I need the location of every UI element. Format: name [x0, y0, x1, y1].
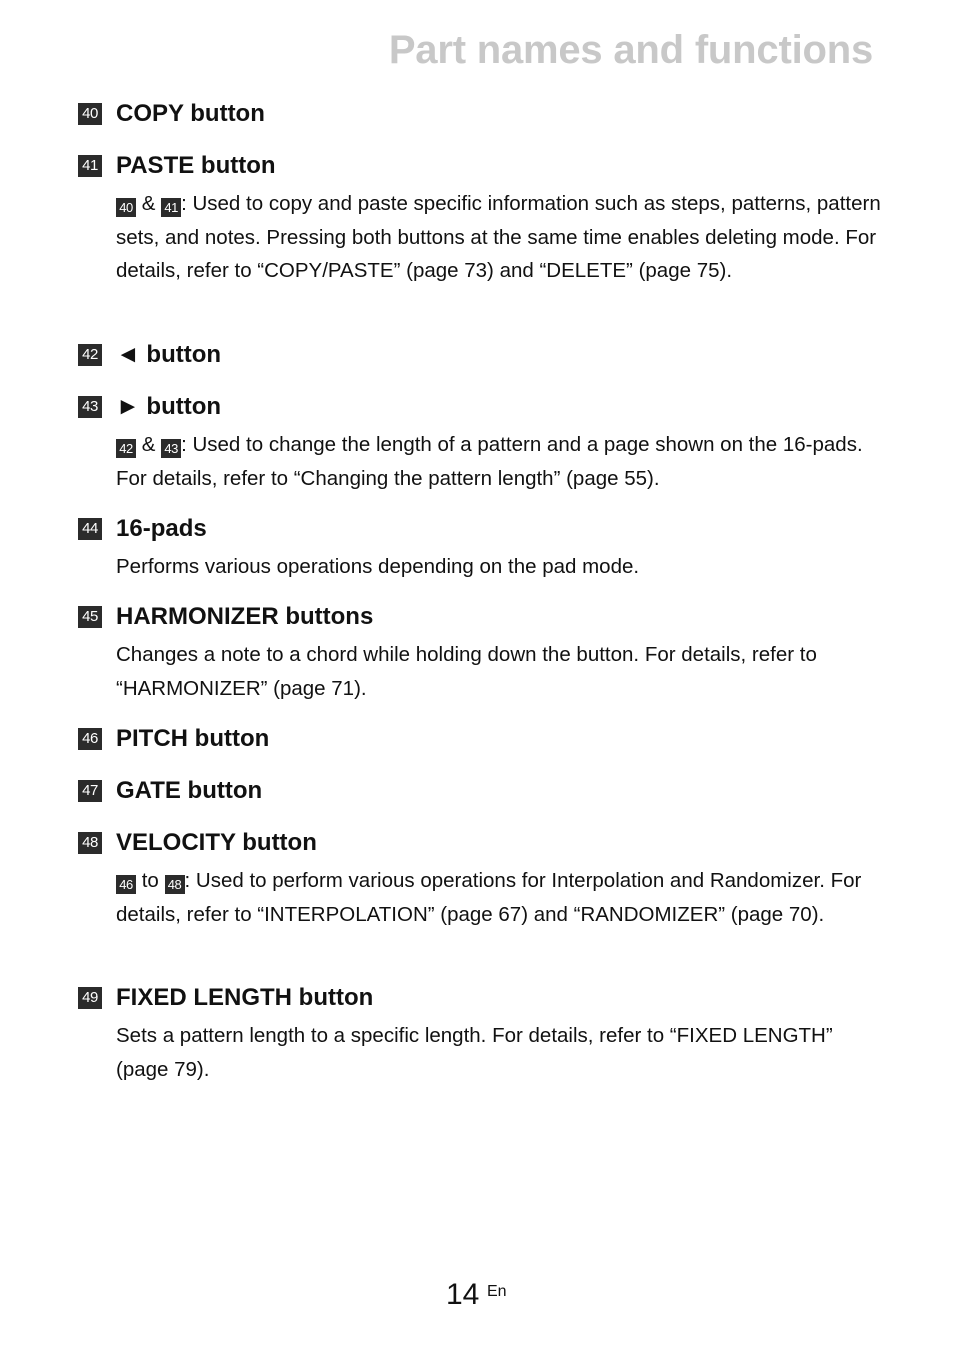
item-number-badge: 44 [78, 518, 102, 540]
entry-paste-button [78, 151, 881, 288]
entry-heading [78, 514, 878, 544]
description-text: Changes a note to a chord while holding down the button. For details, refer to “HARMONIZER” (page 71). [116, 643, 817, 700]
item-number-badge: 40 [78, 103, 102, 125]
entry-heading [78, 602, 878, 632]
item-number-badge: 47 [78, 780, 102, 802]
description-text: Performs various operations depending on the pad mode. [116, 555, 640, 578]
entry-heading [78, 776, 878, 806]
entry-title: PASTE button [116, 152, 276, 179]
entry-heading [78, 392, 878, 422]
entry-description [116, 550, 884, 584]
entry-title: GATE button [116, 777, 263, 804]
entry-title: ► button [116, 393, 222, 420]
page-language-code: En [487, 1283, 507, 1300]
description-text: : Used to perform various operations for Interpolation and Randomizer. For details, refer to “INTERPOLATION” (page 67) and “RANDOMIZER” (page 70). [116, 869, 862, 926]
entry-heading [78, 828, 878, 858]
entry-16-pads [78, 514, 878, 584]
reference-connector: & [136, 192, 162, 215]
item-number-badge: 43 [78, 396, 102, 418]
entry-gate-button [78, 776, 878, 806]
entry-heading [78, 983, 878, 1013]
entry-velocity-button [78, 828, 878, 931]
page-title: Part names and functions [388, 28, 873, 72]
item-number-badge: 46 [78, 728, 102, 750]
entry-description [116, 1019, 884, 1086]
entry-pitch-button [78, 724, 878, 754]
entry-title: COPY button [116, 100, 265, 127]
entry-title: VELOCITY button [116, 829, 317, 856]
reference-connector: & [136, 433, 162, 456]
entry-title: ◄ button [116, 341, 222, 368]
entry-description [116, 864, 884, 931]
reference-badge: 48 [165, 875, 185, 894]
entry-harmonizer-buttons [78, 602, 878, 705]
reference-connector: to [136, 869, 165, 892]
description-text: : Used to change the length of a pattern and a page shown on the 16-pads. For details, refer to “Changing the pattern length” (page 55). [116, 433, 863, 490]
page-number: 14 [446, 1278, 480, 1311]
description-text: : Used to copy and paste specific information such as steps, patterns, pattern sets, and notes. Pressing both buttons at the same time enables deleting mode. For details, refer to “COPY/PASTE” (page 73) and “DELETE” (page 75). [116, 192, 881, 282]
entry-left-button [78, 340, 878, 370]
item-number-badge: 41 [78, 155, 102, 177]
entry-heading [78, 99, 878, 129]
item-number-badge: 45 [78, 606, 102, 628]
item-number-badge: 42 [78, 344, 102, 366]
entry-heading [78, 340, 878, 370]
description-text: Sets a pattern length to a specific length. For details, refer to “FIXED LENGTH” (page 79). [116, 1024, 833, 1081]
entry-fixed-length-button [78, 983, 878, 1086]
entry-title: 16-pads [116, 515, 207, 542]
item-number-badge: 48 [78, 832, 102, 854]
entry-heading [78, 724, 878, 754]
reference-badge: 40 [116, 198, 136, 217]
item-number-badge: 49 [78, 987, 102, 1009]
entry-copy-button [78, 99, 878, 129]
entry-description [116, 638, 884, 705]
entry-description [116, 187, 884, 288]
entry-title: PITCH button [116, 725, 270, 752]
entry-title: HARMONIZER buttons [116, 603, 374, 630]
reference-badge: 41 [161, 198, 181, 217]
entry-title: FIXED LENGTH button [116, 984, 374, 1011]
entry-heading [78, 151, 878, 181]
reference-badge: 43 [161, 439, 181, 458]
reference-badge: 46 [116, 875, 136, 894]
reference-badge: 42 [116, 439, 136, 458]
entry-description [116, 428, 884, 495]
entry-right-button [78, 392, 878, 495]
